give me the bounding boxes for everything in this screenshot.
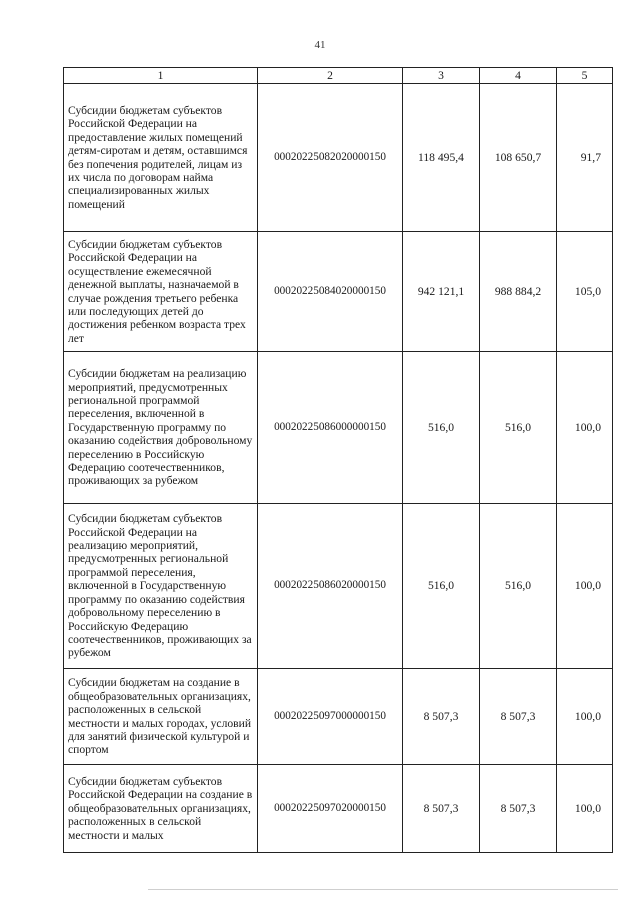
row-value-col3: 8 507,3 bbox=[403, 669, 480, 765]
page-number: 41 bbox=[314, 39, 326, 51]
table-row bbox=[64, 352, 613, 504]
budget-table bbox=[63, 67, 613, 853]
row-description: Субсидии бюджетам на реализацию мероприятий, предусмотренных региональной программой переселения, включенной в Государственную программу по оказанию содействия добровольному переселению в Российскую Федерацию соотечественников, проживающих за рубежом bbox=[64, 352, 258, 504]
row-code: 00020225086000000150 bbox=[258, 352, 403, 504]
column-header-5: 5 bbox=[557, 68, 613, 84]
table-row bbox=[64, 84, 613, 232]
scan-edge-line bbox=[148, 889, 618, 890]
row-value-col3: 516,0 bbox=[403, 352, 480, 504]
row-value-col5: 100,0 bbox=[557, 669, 613, 765]
row-code: 00020225086020000150 bbox=[258, 504, 403, 669]
table-row bbox=[64, 669, 613, 765]
row-value-col5: 100,0 bbox=[557, 352, 613, 504]
row-value-col4: 988 884,2 bbox=[480, 232, 557, 352]
column-header-4: 4 bbox=[480, 68, 557, 84]
row-value-col3: 8 507,3 bbox=[403, 765, 480, 853]
column-header-2: 2 bbox=[258, 68, 403, 84]
row-value-col3: 942 121,1 bbox=[403, 232, 480, 352]
row-value-col5: 100,0 bbox=[557, 765, 613, 853]
row-value-col4: 516,0 bbox=[480, 352, 557, 504]
row-value-col3: 118 495,4 bbox=[403, 84, 480, 232]
row-value-col3: 516,0 bbox=[403, 504, 480, 669]
row-code: 00020225097000000150 bbox=[258, 669, 403, 765]
row-code: 00020225082020000150 bbox=[258, 84, 403, 232]
table-row bbox=[64, 765, 613, 853]
row-description: Субсидии бюджетам субъектов Российской Федерации на предоставление жилых помещений детям-сиротам и детям, оставшимся без попечения родителей, лицам из их числа по договорам найма специализированных жилых помещений bbox=[64, 84, 258, 232]
row-description: Субсидии бюджетам субъектов Российской Федерации на осуществление ежемесячной денежной выплаты, назначаемой в случае рождения третьего ребенка или последующих детей до достижения ребенком возраста трех лет bbox=[64, 232, 258, 352]
table-row bbox=[64, 504, 613, 669]
table-row bbox=[64, 232, 613, 352]
row-value-col4: 108 650,7 bbox=[480, 84, 557, 232]
row-value-col5: 91,7 bbox=[557, 84, 613, 232]
row-value-col5: 105,0 bbox=[557, 232, 613, 352]
column-header-1: 1 bbox=[64, 68, 258, 84]
row-value-col5: 100,0 bbox=[557, 504, 613, 669]
row-description: Субсидии бюджетам на создание в общеобразовательных организациях, расположенных в сельской местности и малых городах, условий для занятий физической культурой и спортом bbox=[64, 669, 258, 765]
row-description: Субсидии бюджетам субъектов Российской Федерации на реализацию мероприятий, предусмотренных региональной программой переселения, включенной в Государственную программу по оказанию содействия добровольному переселению в Российскую Федерацию соотечественников, проживающих за рубежом bbox=[64, 504, 258, 669]
table-header-row bbox=[64, 68, 613, 84]
row-value-col4: 8 507,3 bbox=[480, 765, 557, 853]
row-description: Субсидии бюджетам субъектов Российской Федерации на создание в общеобразовательных организациях, расположенных в сельской местности и малых bbox=[64, 765, 258, 853]
row-value-col4: 516,0 bbox=[480, 504, 557, 669]
row-code: 00020225097020000150 bbox=[258, 765, 403, 853]
row-code: 00020225084020000150 bbox=[258, 232, 403, 352]
row-value-col4: 8 507,3 bbox=[480, 669, 557, 765]
column-header-3: 3 bbox=[403, 68, 480, 84]
